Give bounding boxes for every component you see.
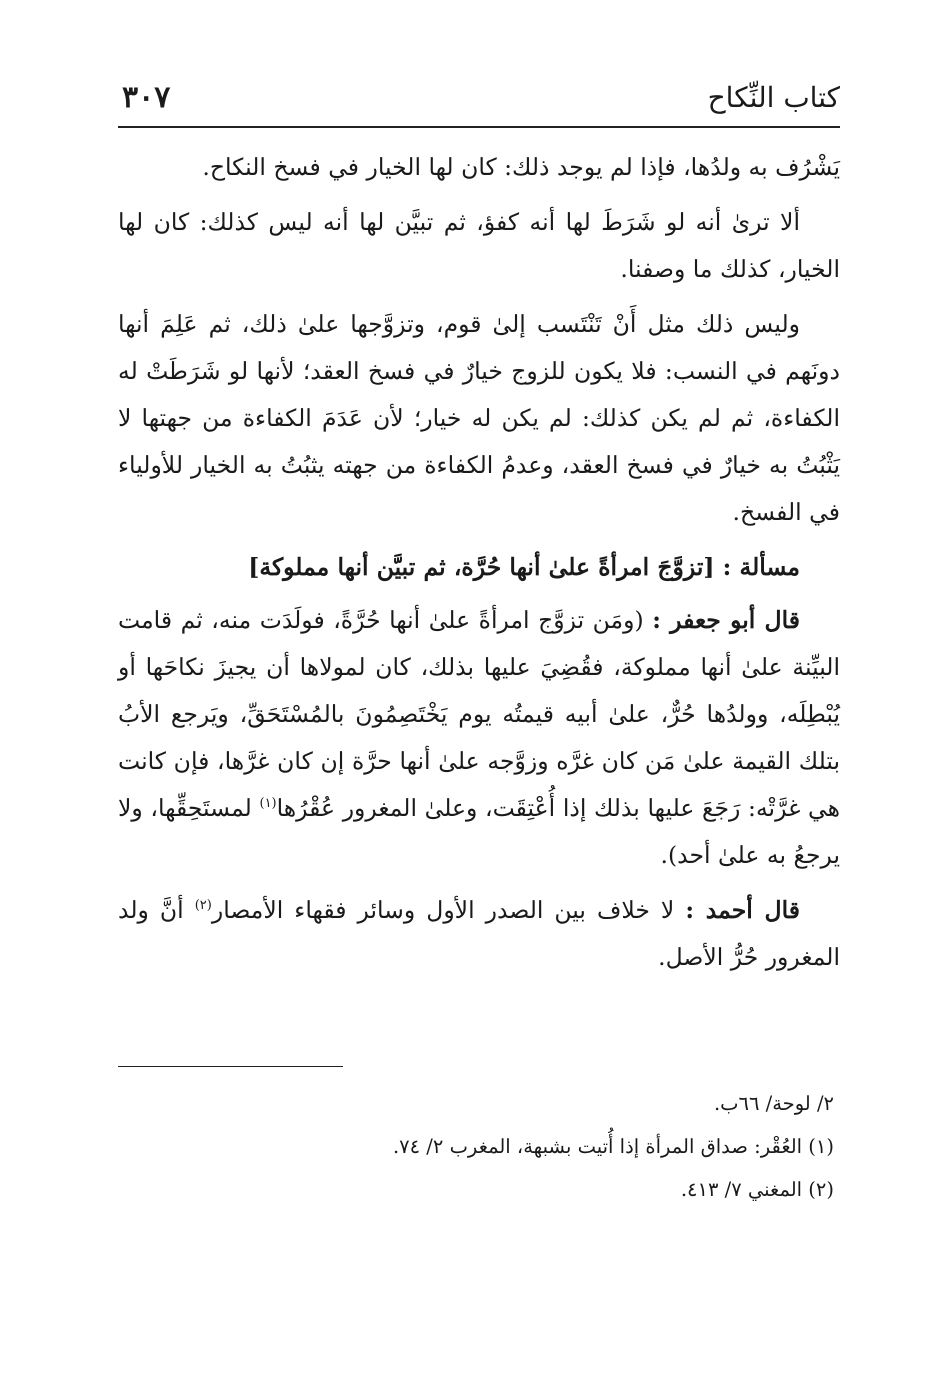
speaker-label: قال أحمد :: [685, 896, 800, 924]
paragraph: ألا ترىٰ أنه لو شَرَطَ لها أنه كفؤ، ثم تبيَّن لها أنه ليس كذلك: كان لها الخيار، كذلك ما وصفنا.: [118, 208, 840, 283]
footnote-divider: [118, 1066, 343, 1067]
footnote-item: (١) العُقْر: صداق المرأة إذا أُتيت بشبهة، المغرب ٢/ ٧٤.: [392, 1135, 834, 1158]
quoted-text-end: لمستَحِقِّها، ولا يرجعُ به علىٰ أحد).: [118, 794, 840, 869]
footnote-manuscript-ref: ٢/ لوحة/ ٦٦ب.: [713, 1092, 834, 1115]
speaker-label: قال أبو جعفر :: [652, 606, 800, 634]
issue-heading: [118, 544, 840, 591]
commentary-text: لا خلاف بين الصدر الأول وسائر فقهاء الأمصار: [211, 896, 675, 924]
footnotes: [118, 1082, 840, 1211]
issue-label: مسألة :: [722, 553, 800, 581]
page-number: ٣٠٧: [122, 80, 171, 115]
footnote-reference[interactable]: (٢): [194, 898, 212, 914]
footnote-reference[interactable]: (١): [259, 796, 277, 812]
page-header: [118, 70, 840, 128]
paragraph: [118, 887, 840, 981]
footnote-item: (٢) المغني ٧/ ٤١٣.: [680, 1178, 834, 1201]
quoted-text: (ومَن تزوَّج امرأةً علىٰ أنها حُرَّةً، فولَدَت منه، ثم قامت البيِّنة علىٰ أنها مملوكة، فقُضِيَ عليها بذلك، كان لمولاها أن يجيزَ نكاحَها أو يُبْطِلَه، وولدُها حُرٌّ، علىٰ أبيه قيمتُه يوم يَخْتَصِمُونَ بالمُسْتَحَقِّ، ويَرجع الأبُ بتلك القيمة علىٰ مَن كان غرَّه وزوَّجه علىٰ أنها حرَّة إن كان غرَّها، فإن كانت هي غرَّتْه: رَجَعَ عليها بذلك إذا أُعْتِقَت، وعلىٰ المغرور عُقْرُها: [118, 606, 840, 822]
commentary-text-end: أنَّ ولد المغرور حُرُّ الأصل.: [118, 896, 840, 971]
running-title: كتاب النِّكاح: [707, 81, 840, 114]
book-page: [118, 70, 840, 989]
paragraph: [118, 597, 840, 879]
main-text: [118, 144, 840, 981]
paragraph: وليس ذلك مثل أَنْ تَنْتَسب إلىٰ قوم، وتزوَّجها علىٰ ذلك، ثم عَلِمَ أنها دونَهم في النسب: فلا يكون للزوج خيارٌ في فسخ العقد؛ لأنها لو شَرَطَتْ له الكفاءة، ثم لم يكن كذلك: لم يكن له خيار؛ لأن عَدَمَ الكفاءة من جهتها لا يَثْبُتُ به خيارٌ في فسخ العقد، وعدمُ الكفاءة من جهته يثبُتُ به الخيار للأولياء في الفسخ.: [118, 310, 840, 526]
paragraph: يَشْرُف به ولدُها، فإذا لم يوجد ذلك: كان لها الخيار في فسخ النكاح.: [202, 153, 840, 181]
issue-title: [تزوَّجَ امرأةً علىٰ أنها حُرَّة، ثم تبيَّن أنها مملوكة]: [248, 553, 715, 581]
